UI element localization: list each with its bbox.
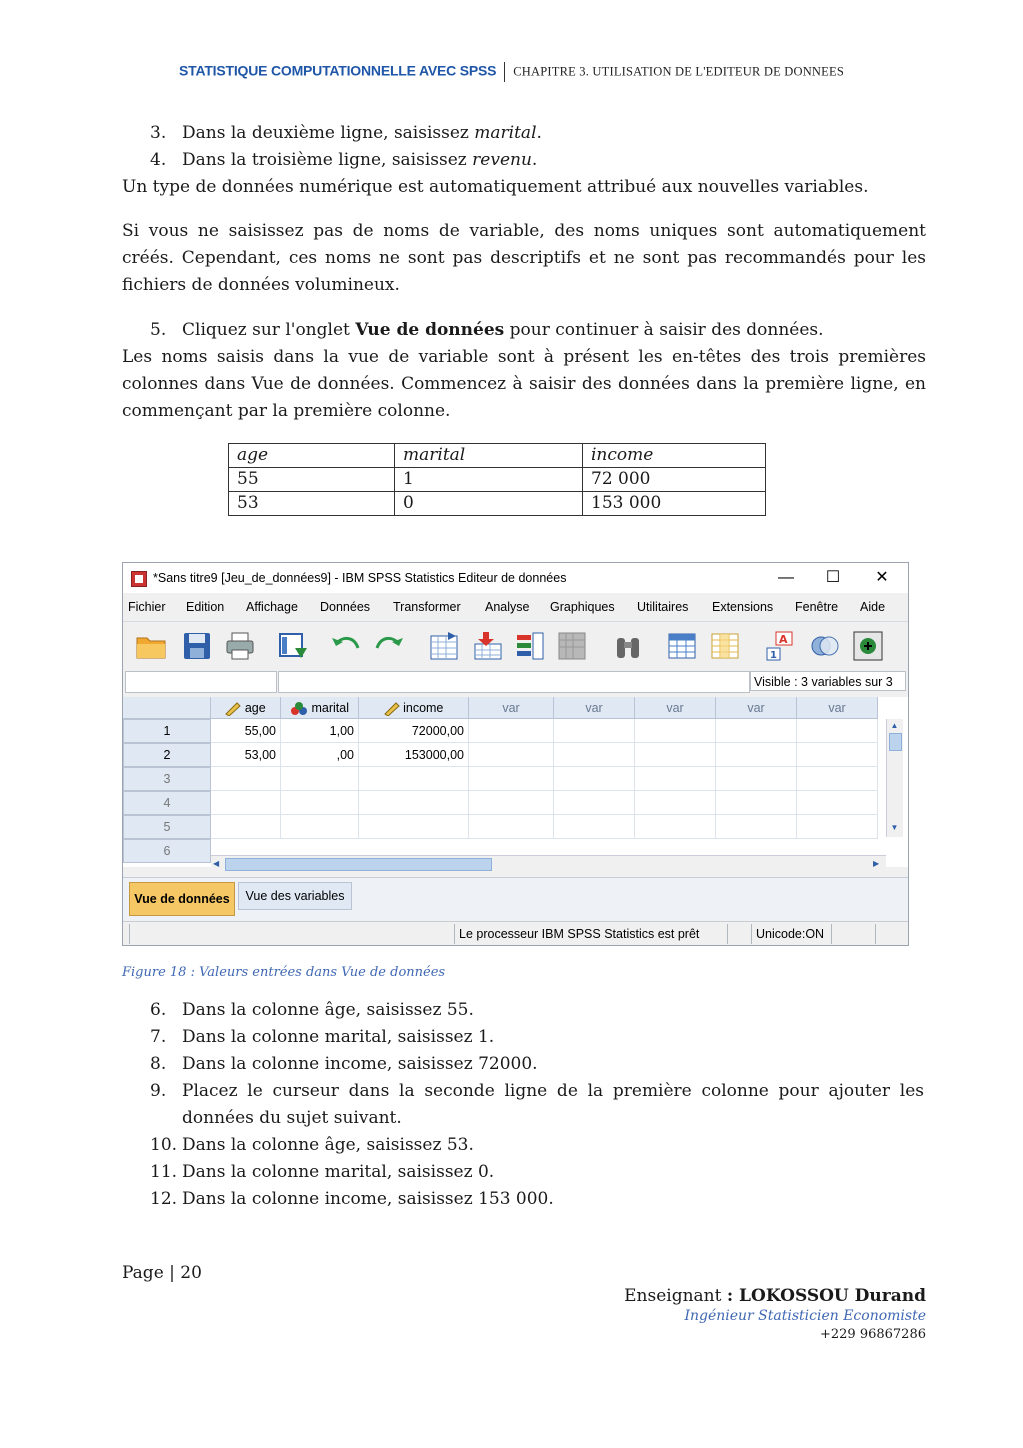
- list-item: [150, 1051, 926, 1078]
- list-item: [150, 1078, 926, 1132]
- table-cell: 153 000: [583, 492, 766, 516]
- find-icon[interactable]: [612, 630, 644, 662]
- recall-dialog-icon[interactable]: [277, 630, 309, 662]
- grid-cell[interactable]: [554, 743, 635, 767]
- list-item: [150, 1159, 926, 1186]
- row-header[interactable]: 4: [123, 791, 211, 815]
- list-item: [150, 120, 926, 147]
- tab-data-view[interactable]: Vue de données: [129, 882, 235, 916]
- grid-cell[interactable]: [211, 815, 281, 839]
- list-number: 9.: [150, 1081, 167, 1101]
- menu-edition[interactable]: Edition: [186, 600, 225, 614]
- grid-cell[interactable]: [716, 767, 797, 791]
- grid-cell[interactable]: [359, 767, 469, 791]
- list-number: 7.: [150, 1027, 167, 1047]
- column-header-var[interactable]: var: [716, 697, 797, 719]
- grid-cell[interactable]: 72000,00: [359, 719, 469, 743]
- teacher-label: Enseignant: [624, 1286, 727, 1306]
- add-ons-icon[interactable]: [852, 630, 884, 662]
- tab-variable-view[interactable]: Vue des variables: [238, 882, 352, 910]
- grid-cell[interactable]: [554, 815, 635, 839]
- grid-cell[interactable]: [716, 743, 797, 767]
- column-header-var[interactable]: var: [469, 697, 554, 719]
- vertical-scrollbar[interactable]: [886, 719, 903, 837]
- column-header-var[interactable]: var: [797, 697, 878, 719]
- grid-cell[interactable]: [797, 767, 878, 791]
- grid-cell[interactable]: ,00: [281, 743, 359, 767]
- grid-cell[interactable]: [469, 815, 554, 839]
- teacher-name: : LOKOSSOU Durand: [726, 1286, 926, 1306]
- list-item: [150, 317, 926, 344]
- list-text: Dans la colonne income, saisissez 153 000.: [182, 1189, 554, 1209]
- grid-cell[interactable]: [211, 791, 281, 815]
- menu-extensions[interactable]: Extensions: [712, 600, 774, 614]
- grid-cell[interactable]: [469, 719, 554, 743]
- row-header[interactable]: 5: [123, 815, 211, 839]
- row-header[interactable]: 3: [123, 767, 211, 791]
- svg-text:A: A: [779, 633, 788, 646]
- list-number: 3.: [150, 123, 167, 143]
- goto-variable-icon[interactable]: [472, 630, 504, 662]
- grid-cell[interactable]: [359, 815, 469, 839]
- list-text: Dans la colonne income, saisissez 72000.: [182, 1054, 538, 1074]
- table-cell: 55: [229, 468, 395, 492]
- data-table: [228, 443, 766, 516]
- grid-cell[interactable]: [797, 791, 878, 815]
- list-tail: .: [531, 150, 538, 170]
- table-header: marital: [395, 444, 583, 468]
- teacher-line: [624, 1286, 926, 1306]
- scroll-down-icon[interactable]: ▼: [890, 823, 899, 832]
- list-number: 11.: [150, 1162, 178, 1182]
- row-header[interactable]: 6: [123, 839, 211, 863]
- paragraph: Un type de données numérique est automatiquement attribué aux nouvelles variables.: [122, 177, 869, 197]
- list-item: [150, 1024, 926, 1051]
- menu-fichier[interactable]: Fichier: [128, 600, 166, 614]
- table-row: [229, 468, 766, 492]
- table-header-row: [229, 444, 766, 468]
- status-bar: [123, 921, 908, 946]
- redo-icon[interactable]: [373, 630, 405, 662]
- list-emphasis: revenu: [472, 150, 532, 170]
- insert-variable-icon[interactable]: [709, 630, 741, 662]
- cell-editor-bar: [123, 669, 908, 695]
- table-cell: 0: [395, 492, 583, 516]
- list-item: [150, 147, 926, 174]
- column-label: age: [244, 701, 266, 715]
- status-segment: [831, 924, 876, 944]
- grid-cell[interactable]: [281, 791, 359, 815]
- list-text: Dans la colonne marital, saisissez 0.: [182, 1162, 495, 1182]
- grid-cell[interactable]: [716, 791, 797, 815]
- use-sets-icon[interactable]: [809, 630, 841, 662]
- grid-cell[interactable]: [554, 719, 635, 743]
- run-descriptives-icon[interactable]: [556, 630, 588, 662]
- menu-graphiques[interactable]: Graphiques: [550, 600, 615, 614]
- header-separator: [504, 62, 505, 82]
- horizontal-scroll-thumb[interactable]: [225, 858, 492, 871]
- menu-aide[interactable]: Aide: [860, 600, 886, 614]
- menu-utilitaires[interactable]: Utilitaires: [637, 600, 689, 614]
- cell-reference-field[interactable]: [125, 671, 277, 693]
- grid-cell[interactable]: [281, 815, 359, 839]
- vertical-scroll-thumb[interactable]: [889, 733, 902, 751]
- grid-cell[interactable]: [797, 719, 878, 743]
- table-header: age: [229, 444, 395, 468]
- list-text: Dans la colonne âge, saisissez 55.: [182, 1000, 474, 1020]
- grid-cell[interactable]: [635, 719, 716, 743]
- spss-window: [122, 562, 909, 946]
- list-text: Placez le curseur dans la seconde ligne de la première colonne pour ajouter les données du sujet suivant.: [182, 1081, 924, 1128]
- row-header[interactable]: 2: [123, 743, 211, 767]
- app-icon: [131, 571, 147, 587]
- scroll-up-icon[interactable]: ▲: [890, 721, 899, 730]
- window-title: *Sans titre9 [Jeu_de_données9] - IBM SPSS Statistics Editeur de données: [153, 571, 567, 585]
- horizontal-scrollbar[interactable]: [211, 855, 886, 872]
- table-cell: 72 000: [583, 468, 766, 492]
- nominal-icon: [290, 702, 308, 716]
- grid-corner[interactable]: [123, 697, 211, 719]
- list-tail: pour continuer à saisir des données.: [504, 320, 824, 340]
- table-header: income: [583, 444, 766, 468]
- column-header-income[interactable]: [359, 697, 469, 719]
- table-row: [229, 492, 766, 516]
- list-text: Dans la colonne marital, saisissez 1.: [182, 1027, 495, 1047]
- data-grid: [123, 697, 908, 867]
- grid-cell[interactable]: [635, 767, 716, 791]
- svg-text:1: 1: [770, 650, 777, 661]
- teacher-phone: +229 96867286: [819, 1327, 926, 1342]
- column-label: marital: [311, 701, 349, 715]
- list-item: [150, 1132, 926, 1159]
- grid-cell[interactable]: [716, 815, 797, 839]
- list-emphasis: marital: [474, 123, 537, 143]
- list-number: 4.: [150, 150, 167, 170]
- goto-case-icon[interactable]: [428, 630, 460, 662]
- grid-cell[interactable]: [211, 767, 281, 791]
- list-number: 12.: [150, 1189, 178, 1209]
- save-icon[interactable]: [181, 630, 213, 662]
- value-labels-icon[interactable]: [764, 630, 796, 662]
- scale-ruler-icon: [225, 702, 241, 716]
- grid-cell[interactable]: [635, 743, 716, 767]
- list-item: [150, 1186, 926, 1213]
- toolbar: [123, 621, 908, 671]
- undo-icon[interactable]: [330, 630, 362, 662]
- list-tail: .: [536, 123, 542, 143]
- status-segment: [129, 924, 454, 944]
- list-text: Dans la colonne âge, saisissez 53.: [182, 1135, 474, 1155]
- list-text: Cliquez sur l'onglet: [182, 320, 356, 340]
- menu-fenetre[interactable]: Fenêtre: [795, 600, 839, 614]
- title-bar: [123, 563, 908, 593]
- menu-donnees[interactable]: Données: [320, 600, 371, 614]
- teacher-role: Ingénieur Statisticien Economiste: [684, 1308, 926, 1324]
- grid-cell[interactable]: [797, 743, 878, 767]
- page-number: Page | 20: [122, 1263, 202, 1283]
- figure-caption: Figure 18 : Valeurs entrées dans Vue de données: [122, 965, 446, 980]
- grid-cell[interactable]: [469, 767, 554, 791]
- list-number: 8.: [150, 1054, 167, 1074]
- cell-value-field[interactable]: [278, 671, 750, 693]
- scroll-left-icon[interactable]: ◀: [213, 859, 220, 868]
- list-number: 10.: [150, 1135, 178, 1155]
- column-header-var[interactable]: var: [635, 697, 716, 719]
- grid-cell[interactable]: 53,00: [211, 743, 281, 767]
- menu-analyse[interactable]: Analyse: [485, 600, 530, 614]
- list-number: 5.: [150, 320, 167, 340]
- grid-cell[interactable]: [469, 743, 554, 767]
- list-text: Dans la deuxième ligne, saisissez: [182, 123, 475, 143]
- grid-cell[interactable]: [281, 767, 359, 791]
- grid-cell[interactable]: [554, 767, 635, 791]
- grid-cell[interactable]: [359, 791, 469, 815]
- table-cell: 1: [395, 468, 583, 492]
- column-header-marital[interactable]: [281, 697, 359, 719]
- menu-affichage[interactable]: Affichage: [246, 600, 298, 614]
- scale-ruler-icon: [384, 702, 400, 716]
- grid-cell[interactable]: [635, 815, 716, 839]
- row-header[interactable]: 1: [123, 719, 211, 743]
- header-chapter: CHAPITRE 3. UTILISATION DE L'EDITEUR DE DONNEES: [513, 64, 844, 79]
- grid-cell[interactable]: 55,00: [211, 719, 281, 743]
- menu-transformer[interactable]: Transformer: [393, 600, 461, 614]
- list-item: [150, 997, 926, 1024]
- page-header: [0, 62, 1023, 82]
- processor-status: Le processeur IBM SPSS Statistics est prêt: [454, 924, 724, 944]
- maximize-icon[interactable]: ☐: [825, 569, 841, 586]
- visible-variables-count: Visible : 3 variables sur 3: [750, 671, 906, 691]
- minimize-icon[interactable]: —: [778, 569, 794, 586]
- grid-cell[interactable]: 153000,00: [359, 743, 469, 767]
- paragraph: Si vous ne saisissez pas de noms de variable, des noms uniques sont automatiquement créés. Cependant, ces noms ne sont pas descriptifs et ne sont pas recommandés pour les fichiers de données volumineux.: [122, 221, 926, 295]
- grid-cell[interactable]: [554, 791, 635, 815]
- status-segment: [727, 924, 754, 944]
- list-text: Dans la troisième ligne, saisissez: [182, 150, 473, 170]
- view-tabs: [123, 877, 908, 920]
- grid-cell[interactable]: 1,00: [281, 719, 359, 743]
- variables-icon[interactable]: [514, 630, 546, 662]
- open-folder-icon[interactable]: [135, 630, 167, 662]
- header-title: STATISTIQUE COMPUTATIONNELLE AVEC SPSS: [179, 62, 497, 79]
- list-number: 6.: [150, 1000, 167, 1020]
- status-segment: [875, 924, 909, 944]
- grid-cell[interactable]: [716, 719, 797, 743]
- scroll-right-icon[interactable]: ▶: [873, 859, 880, 868]
- grid-cell[interactable]: [797, 815, 878, 839]
- paragraph: Les noms saisis dans la vue de variable sont à présent les en-têtes des trois premières colonnes dans Vue de données. Commencez à saisir des données dans la première ligne, en commençant par la première colonne.: [122, 347, 926, 421]
- grid-cell[interactable]: [635, 791, 716, 815]
- table-cell: 53: [229, 492, 395, 516]
- list-bold: Vue de données: [355, 320, 505, 340]
- insert-cases-icon[interactable]: [666, 630, 698, 662]
- unicode-status: Unicode:ON: [751, 924, 832, 944]
- menu-bar: [123, 596, 908, 620]
- column-label: income: [403, 701, 444, 715]
- column-header-var[interactable]: var: [554, 697, 635, 719]
- column-header-age[interactable]: [211, 697, 281, 719]
- close-icon[interactable]: ✕: [875, 569, 889, 586]
- grid-cell[interactable]: [469, 791, 554, 815]
- print-icon[interactable]: [224, 630, 256, 662]
